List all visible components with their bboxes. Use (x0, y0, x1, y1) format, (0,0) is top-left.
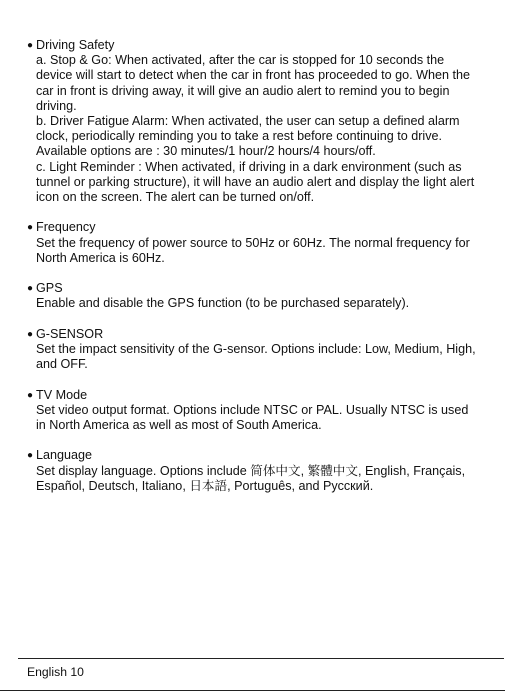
section-body (27, 236, 476, 266)
section-body (27, 403, 476, 433)
stop-and-go-paragraph: a. Stop & Go: When activated, after the car is stopped for 10 seconds the device will start to detect when the car in front has proceeded to go. When the car in front is driving away, it will give an audio alert to remind you to begin driving. (36, 53, 471, 113)
light-reminder-paragraph: c. Light Reminder : When activated, if driving in a dark environment (such as tunnel or parking structure), it will have an audio alert and display the light alert icon on the screen. The alert can be turned on/off. (36, 159, 475, 205)
section-heading (27, 448, 477, 463)
page-footer-label: English 10 (27, 665, 84, 679)
section-title: Frequency (36, 220, 96, 235)
section-heading (27, 38, 477, 53)
bullet-icon: ● (27, 283, 34, 295)
section-heading (27, 281, 477, 296)
section-driving-safety (27, 38, 477, 205)
section-body (27, 342, 476, 372)
section-title: G-SENSOR (36, 326, 104, 341)
driver-fatigue-paragraph: b. Driver Fatigue Alarm: When activated, the user can setup a defined alarm clock, periodically reminding you to take a rest before continuing to drive. Available options are : 30 minutes/1 hour/2 hours/4 hours/off. (36, 114, 460, 159)
section-language (27, 448, 477, 494)
section-g-sensor (27, 327, 477, 373)
g-sensor-paragraph: Set the impact sensitivity of the G-sensor. Options include: Low, Medium, High, and OFF. (36, 342, 476, 372)
section-title: TV Mode (36, 387, 88, 402)
section-gps (27, 281, 477, 311)
section-body (27, 464, 476, 494)
bullet-icon: ● (27, 389, 34, 401)
gps-paragraph: Enable and disable the GPS function (to be purchased separately). (36, 296, 410, 311)
frequency-paragraph: Set the frequency of power source to 50Hz or 60Hz. The normal frequency for North America is 60Hz. (36, 235, 470, 265)
section-body (27, 53, 476, 205)
bullet-icon: ● (27, 450, 34, 462)
section-title: GPS (36, 281, 63, 296)
bullet-icon: ● (27, 40, 34, 51)
section-title: Driving Safety (36, 38, 115, 52)
section-body (27, 296, 476, 311)
settings-content (27, 38, 477, 509)
section-heading (27, 388, 477, 403)
language-paragraph: Set display language. Options include 简体中文, 繁體中文, English, Français, Español, Deutsch, Italiano, 日本語, Português, and Русский. (36, 463, 466, 493)
bullet-icon: ● (27, 328, 34, 340)
footer-divider-bottom (0, 690, 505, 691)
section-heading (27, 220, 477, 235)
tv-mode-paragraph: Set video output format. Options include NTSC or PAL. Usually NTSC is used in North America as well as most of South America. (36, 402, 469, 433)
bullet-icon: ● (27, 222, 34, 234)
section-tv-mode (27, 388, 477, 434)
section-frequency (27, 220, 477, 266)
section-heading (27, 327, 477, 342)
footer-divider-top (18, 658, 504, 659)
section-title: Language (36, 448, 93, 463)
